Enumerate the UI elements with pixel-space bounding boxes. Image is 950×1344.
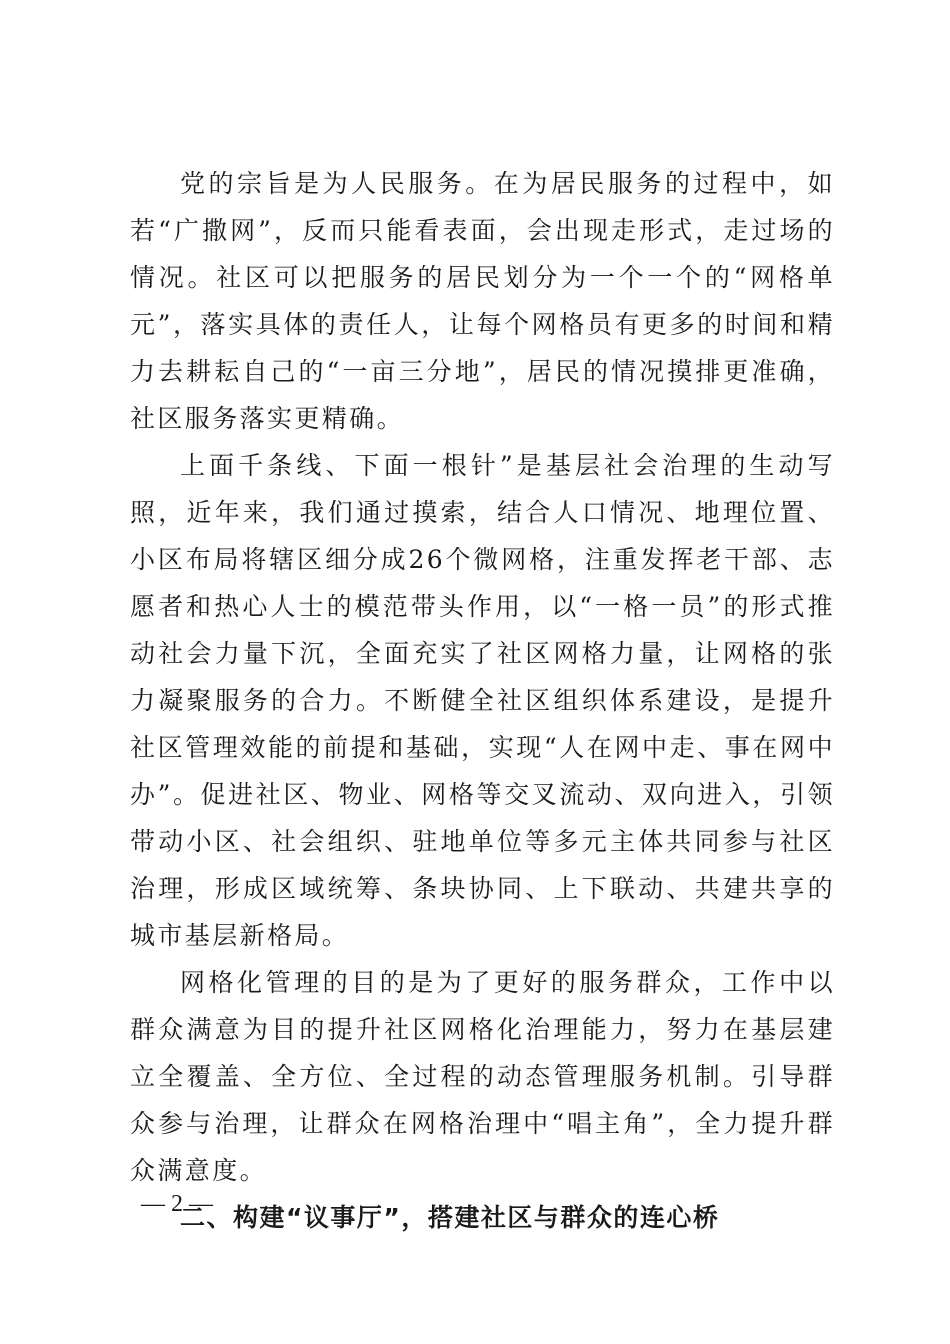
page-number: — 2 —: [141, 1191, 213, 1217]
paragraph-3: 网格化管理的目的是为了更好的服务群众，工作中以群众满意为目的提升社区网格化治理能力，努力在基层建立全覆盖、全方位、全过程的动态管理服务机制。引导群众参与治理，让群众在网格治理中“唱主角”，全力提升群众满意度。: [130, 968, 835, 1185]
paragraph-2: 上面千条线、下面一根针”是基层社会治理的生动写照，近年来，我们通过摸索，结合人口情况、地理位置、小区布局将辖区细分成26个微网格，注重发挥老干部、志愿者和热心人士的模范带头作用，以“一格一员”的形式推动社会力量下沉，全面充实了社区网格力量，让网格的张力凝聚服务的合力。不断健全社区组织体系建设，是提升社区管理效能的前提和基础，实现“人在网中走、事在网中办”。促进社区、物业、网格等交叉流动、双向进入，引领带动小区、社会组织、驻地单位等多元主体共同参与社区治理，形成区域统筹、条块协同、上下联动、共建共享的城市基层新格局。: [130, 451, 835, 950]
paragraph-1: 党的宗旨是为人民服务。在为居民服务的过程中，如若“广撒网”，反而只能看表面，会出现走形式，走过场的情况。社区可以把服务的居民划分为一个一个的“网格单元”，落实具体的责任人，让每个网格员有更多的时间和精力去耕耘自己的“一亩三分地”，居民的情况摸排更准确，社区服务落实更精确。: [130, 169, 835, 433]
document-body: [130, 160, 835, 1241]
section-heading: 二、构建“议事厅”，搭建社区与群众的连心桥: [180, 1203, 720, 1232]
